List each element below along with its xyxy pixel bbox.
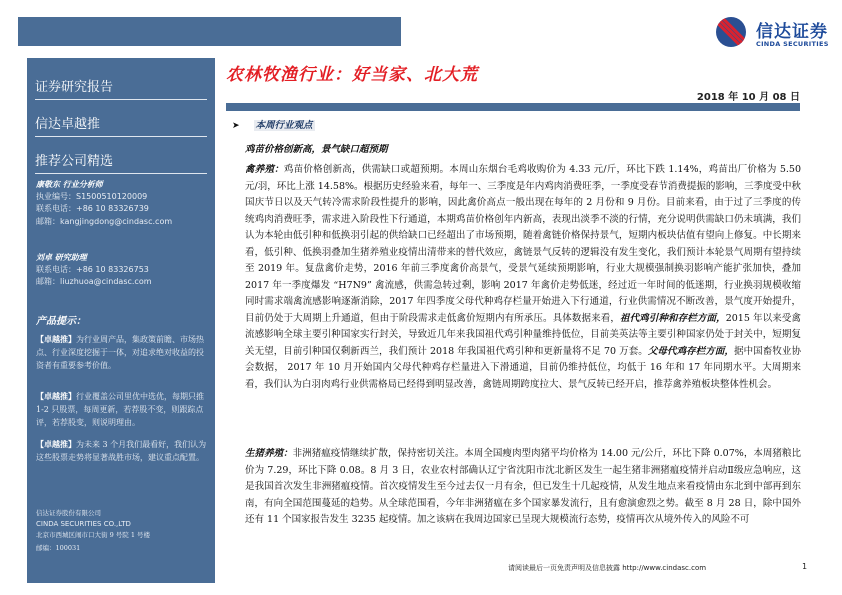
product-tip: 【卓越推】为未来 3 个月我们最看好，我们认为这些股票走势将显著战胜市场，建议重点配置。: [36, 439, 207, 462]
footer-url[interactable]: http://www.cindasc.com: [622, 564, 707, 572]
sidebar-item-cinda-pick: 信达卓越推: [35, 113, 207, 137]
company-info: [36, 508, 211, 554]
page-number: 1: [802, 562, 808, 571]
report-date: 2018 年 10 月 08 日: [696, 92, 800, 103]
report-title: 农林牧渔行业：好当家、北大荒: [226, 65, 478, 85]
assistant-name: 刘卓 研究助理: [36, 252, 87, 262]
cinda-logo-icon: [716, 17, 746, 47]
analyst-phone: 联系电话：+86 10 83326739: [36, 204, 149, 213]
logo-text-en: CINDA SECURITIES: [756, 40, 829, 48]
analyst-card: [36, 178, 211, 228]
arrow-bullet-icon: ➤: [232, 121, 240, 131]
content-divider-bar: [226, 103, 800, 111]
assistant-card: [36, 251, 211, 289]
company-name-cn: 信达证券股份有限公司: [36, 509, 101, 517]
logo-text-cn: 信达证券: [756, 22, 828, 42]
assistant-phone: 联系电话：+86 10 83326753: [36, 264, 149, 274]
analyst-email: 邮箱：kangjingdong@cindasc.com: [36, 216, 173, 226]
sidebar: [27, 58, 215, 583]
company-address: 北京市西城区闹市口大街 9 号院 1 号楼: [36, 531, 151, 539]
assistant-email: 邮箱：liuzhuoa@cindasc.com: [36, 277, 152, 286]
sidebar-item-featured-companies: 推荐公司精选: [35, 150, 207, 174]
product-tips-title: 产品提示：: [36, 316, 86, 327]
header-banner: [18, 17, 401, 46]
sidebar-item-research-report: 证券研究报告: [35, 76, 207, 100]
analyst-license: 执业编号：S1500510120009: [36, 191, 148, 201]
analyst-name: 康敬东 行业分析师: [36, 179, 103, 189]
product-tip: 【卓越推】为行业周产品，集政策前瞻、市场热点、行业深度挖掘于一体，对追求绝对收益的投资者有重要参考价值。: [36, 334, 204, 370]
company-postcode: 邮编：100031: [36, 544, 81, 552]
poultry-paragraph: 禽养殖：鸡苗价格创新高，供需缺口或超预期。本周山东烟台毛鸡收购价为 4.33 元/斤，环比下跌 1.14%，鸡苗出厂价格为 5.50 元/羽，环比上涨 14.58%。根据历史经验来看，每年一、三季度是年内鸡肉消费旺季，一季度受春节消费提振的影响，三季度受中秋国庆节日以及天气转冷需求阶段性提升的影响，因此禽价高点一般出现在每年的 2 月份和 9 月份。目前来看，由于过了三季度的传统鸡肉消费旺季，需求进入阶段性下行通道，本期鸡苗价格创年内新高，表现出淡季不淡的行情，充分说明供需缺口仍未填满，我们认为本轮由低引种和低换羽引起的供给缺口已经超出了市场预期，随着禽链价格保持景气，短期内板块估值有望向上修复。中长期来看，低引种、低换羽叠加生猪养殖业疫情出清带来的替代效应，禽链景气反转的逻辑没有发生变化，我们预计本轮景气周期有望持续至 2019 年。复盘禽价走势，2016 年前三季度禽价高景气，受景气延续预期影响，行业大规模强制换羽影响产能扩张加快，叠加 2017 年一季度爆发 “H7N9” 禽流感，供需急转过剩，影响 2017 年禽价走势低迷，经过近一年时间的低迷期，行业换羽规模收缩同时需求端禽流感影响逐渐消除，2017 年四季度父母代种鸡存栏量开始进入下行通道，行业供需情况不断改善，景气度开始提升，目前仍处于大周期上升通道，但由于阶段需求走低禽价短期内有所承压。具体数据来看，祖代鸡引种和存栏方面，2015 年以来受禽流感影响全球主要引种国家实行封关，导致近几年来我国祖代鸡引种量维持低位，目前美英法等主要引种国家仍处于封关中，短期复关无望，目前引种国仅剩新西兰，我们预计 2018 年我国祖代鸡引种和更新量将不足 70 万套。父母代鸡存栏方面，据中国畜牧业协会数据， 2017 年 10 月开始国内父母代种鸡存栏量进入下滑通道，目前仍维持低位，均低于 16 年和 17 年同期水平。大周期来看，我们认为白羽肉鸡行业供需格局已经得到明显改善，禽链周期跨度拉大、景气反转已经开启，推荐禽养殖板块整体性机会。: [245, 164, 801, 390]
company-name-en: CINDA SECURITIES CO.,LTD: [36, 520, 131, 528]
hog-paragraph: 生猪养殖：非洲猪瘟疫情继续扩散，保持密切关注。本周全国瘦肉型肉猪平均价格为 14.00 元/公斤，环比下降 0.07%，本周猪粮比价为 7.29，环比下降 0.08。8 月 3 日，农业农村部确认辽宁省沈阳市沈北新区发生一起生猪非洲猪瘟疫情并启动Ⅱ级应急响应，这是我国首次发生非洲猪瘟疫情。首次疫情发生至今过去仅一月有余，但已发生十几起疫情，从发生地点来看疫情由东北到中部再到东南，有向全国范围蔓延的趋势。从全球范围看，今年非洲猪瘟在多个国家暴发流行，且有愈演愈烈之势。截至 8 月 28 日，除中国外还有 11 个国家报告发生 3235 起疫情。加之该病在我周边国家已呈现大规模流行态势，疫情再次从境外传入的风险不可: [245, 448, 801, 525]
product-tip: 【卓越推】行业覆盖公司里优中选优，每期只推 1-2 只股票，每周更新，若荐股不变，则跟踪点评，若荐股变，则说明理由。: [36, 391, 204, 427]
section-subtitle: 鸡苗价格创新高，景气缺口超预期: [245, 144, 388, 155]
section-heading: ➤ 本周行业观点: [232, 120, 313, 131]
brand-logo: [410, 14, 830, 52]
footer-disclaimer: 请阅读最后一页免责声明及信息披露 http://www.cindasc.com: [508, 564, 707, 572]
